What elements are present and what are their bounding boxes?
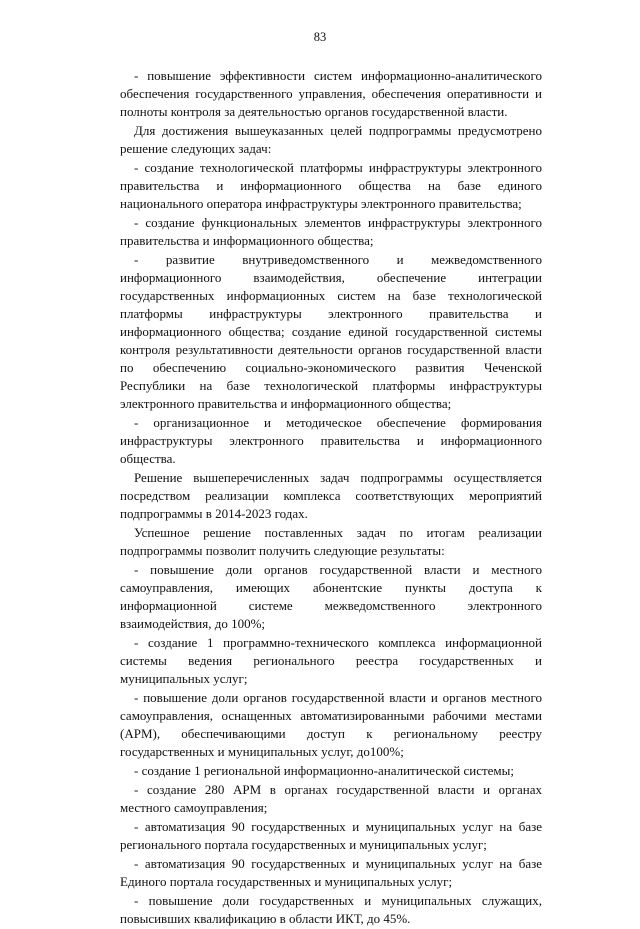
paragraph-task-organizational: - организационное и методическое обеспечение формирования инфраструктуры электронного правительства и информационного общества. bbox=[120, 415, 542, 466]
paragraph-tasks-intro: Для достижения вышеуказанных целей подпрограммы предусмотрено решение следующих задач: bbox=[120, 123, 542, 156]
paragraph-result-280-arm: - создание 280 АРМ в органах государственной власти и органах местного самоуправления; bbox=[120, 782, 542, 815]
paragraph-result-regional-portal: - автоматизация 90 государственных и муниципальных услуг на базе регионального портала государственных и муниципальных услуг; bbox=[120, 819, 542, 852]
paragraph-result-qualification: - повышение доли государственных и муниципальных служащих, повысивших квалификацию в области ИКТ, до 45%. bbox=[120, 893, 542, 926]
paragraph-results-intro: Успешное решение поставленных задач по итогам реализации подпрограммы позволит получить следующие результаты: bbox=[120, 525, 542, 558]
paragraph-result-unified-portal: - автоматизация 90 государственных и муниципальных услуг на базе Единого портала государственных и муниципальных услуг; bbox=[120, 856, 542, 889]
paragraph-result-complex: - создание 1 программно-технического комплекса информационной системы ведения регионального реестра государственных и муниципальных услуг; bbox=[120, 635, 542, 686]
paragraph-result-arm-share: - повышение доли органов государственной власти и органов местного самоуправления, оснащенных автоматизированными рабочими местами (АРМ), обеспечивающими доступ к региональному реестру государственных и муниципальных услуг, до100%; bbox=[120, 690, 542, 759]
paragraph-efficiency: - повышение эффективности систем информационно-аналитического обеспечения государственного управления, обеспечения оперативности и полноты контроля за деятельностью органов государственной власти. bbox=[120, 68, 542, 119]
paragraph-result-analytic-system: - создание 1 региональной информационно-аналитической системы; bbox=[134, 763, 514, 778]
paragraph-task-interaction: - развитие внутриведомственного и межведомственного информационного взаимодействия, обеспечение интеграции государственных информационных систем на базе технологической платформы инфраструктуры электронного правительства и информационного общества; создание единой государственной системы контроля результативности деятельности органов государственной власти по обеспечению социально-экономического развития Чеченской Республики на базе технологической платформы инфраструктуры электронного правительства и информационного общества; bbox=[120, 252, 542, 411]
paragraph-result-share-100: - повышение доли органов государственной власти и местного самоуправления, имеющих абонентские пункты доступа к информационной системе межведомственного электронного взаимодействия, до 100%; bbox=[120, 562, 542, 631]
paragraph-task-elements: - создание функциональных элементов инфраструктуры электронного правительства и информационного общества; bbox=[120, 215, 542, 248]
document-body bbox=[120, 67, 542, 929]
paragraph-task-platform: - создание технологической платформы инфраструктуры электронного правительства и информационного общества на базе единого национального оператора инфраструктуры электронного правительства; bbox=[120, 160, 542, 211]
page-number: 83 bbox=[313, 30, 327, 44]
paragraph-implementation: Решение вышеперечисленных задач подпрограммы осуществляется посредством реализации комплекса соответствующих мероприятий подпрограммы в 2014-2023 годах. bbox=[120, 470, 542, 521]
